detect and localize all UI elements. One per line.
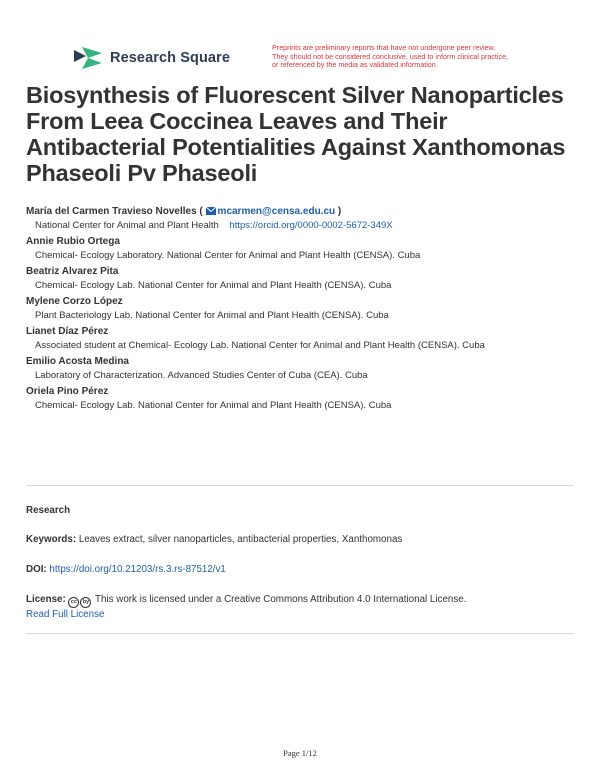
doi-link[interactable]: https://doi.org/10.21203/rs.3.rs-87512/v1 bbox=[49, 564, 226, 575]
author-entry bbox=[26, 295, 576, 323]
doi-row bbox=[26, 563, 576, 577]
orcid-link[interactable]: https://orcid.org/0000-0002-5672-349X bbox=[229, 220, 393, 231]
email-open: ( bbox=[199, 206, 203, 217]
notice-line: Preprints are preliminary reports that have not undergone peer review. bbox=[272, 43, 496, 52]
notice-line: or referenced by the media as validated information. bbox=[272, 60, 438, 70]
notice-line: They should not be considered conclusive, used to inform clinical practice, bbox=[272, 51, 509, 61]
paper-title: Biosynthesis of Fluorescent Silver Nanoparticles From Leea Coccinea Leaves and Their Antibacterial Potentialities Against Xanthomonas Phaseoli Pv Phaseoli bbox=[26, 82, 566, 186]
keywords-label: Keywords: bbox=[26, 534, 77, 545]
section-divider bbox=[26, 633, 574, 634]
author-email-link[interactable]: mcarmen@censa.edu.cu bbox=[217, 206, 336, 217]
category-label: Research bbox=[26, 505, 71, 516]
doi-label: DOI: bbox=[26, 564, 47, 575]
read-full-license-link[interactable]: Read Full License bbox=[26, 609, 105, 620]
author-list bbox=[26, 205, 576, 415]
research-square-logo-icon bbox=[72, 45, 104, 71]
author-affiliation: Associated student at Chemical- Ecology Lab. National Center for Animal and Plant Health (CENSA). Cuba bbox=[35, 340, 485, 351]
creative-commons-icon: cc bbox=[68, 597, 79, 608]
license-label: License: bbox=[26, 594, 66, 605]
attribution-icon: by bbox=[80, 597, 91, 608]
author-entry bbox=[26, 265, 576, 293]
author-name: Beatriz Alvarez Pita bbox=[26, 266, 119, 277]
page-number: Page 1/12 bbox=[283, 748, 317, 758]
author-affiliation: National Center for Animal and Plant Health bbox=[35, 220, 219, 231]
license-row bbox=[26, 593, 576, 622]
author-affiliation: Chemical- Ecology Laboratory. National Center for Animal and Plant Health (CENSA). Cuba bbox=[35, 250, 421, 261]
preprint-notice bbox=[272, 44, 532, 70]
author-name: Emilio Acosta Medina bbox=[26, 356, 129, 367]
research-square-brand[interactable] bbox=[72, 45, 230, 71]
author-affiliation: Chemical- Ecology Lab. National Center for Animal and Plant Health (CENSA). Cuba bbox=[35, 280, 392, 291]
keywords-row bbox=[26, 533, 576, 547]
section-divider bbox=[26, 485, 574, 486]
author-affiliation: Plant Bacteriology Lab. National Center for Animal and Plant Health (CENSA). Cuba bbox=[35, 310, 389, 321]
author-affiliation: Laboratory of Characterization. Advanced Studies Center of Cuba (CEA). Cuba bbox=[35, 370, 368, 381]
license-text: This work is licensed under a Creative Commons Attribution 4.0 International License. bbox=[95, 594, 467, 605]
keywords-value: Leaves extract, silver nanoparticles, antibacterial properties, Xanthomonas bbox=[78, 534, 403, 545]
author-name: Annie Rubio Ortega bbox=[26, 236, 120, 247]
author-entry bbox=[26, 235, 576, 263]
article-category bbox=[26, 504, 576, 518]
author-entry bbox=[26, 325, 576, 353]
brand-name: Research Square bbox=[110, 50, 230, 66]
author-name: Mylene Corzo López bbox=[26, 296, 123, 307]
author-name: Oriela Pino Pérez bbox=[26, 386, 109, 397]
author-entry bbox=[26, 355, 576, 383]
author-name: Lianet Díaz Pérez bbox=[26, 326, 109, 337]
email-close: ) bbox=[337, 206, 342, 217]
author-entry bbox=[26, 385, 576, 413]
author-name: María del Carmen Travieso Novelles bbox=[26, 206, 197, 217]
author-affiliation: Chemical- Ecology Lab. National Center for Animal and Plant Health (CENSA). Cuba bbox=[35, 400, 392, 411]
author-entry bbox=[26, 205, 576, 233]
mail-icon bbox=[206, 207, 216, 215]
